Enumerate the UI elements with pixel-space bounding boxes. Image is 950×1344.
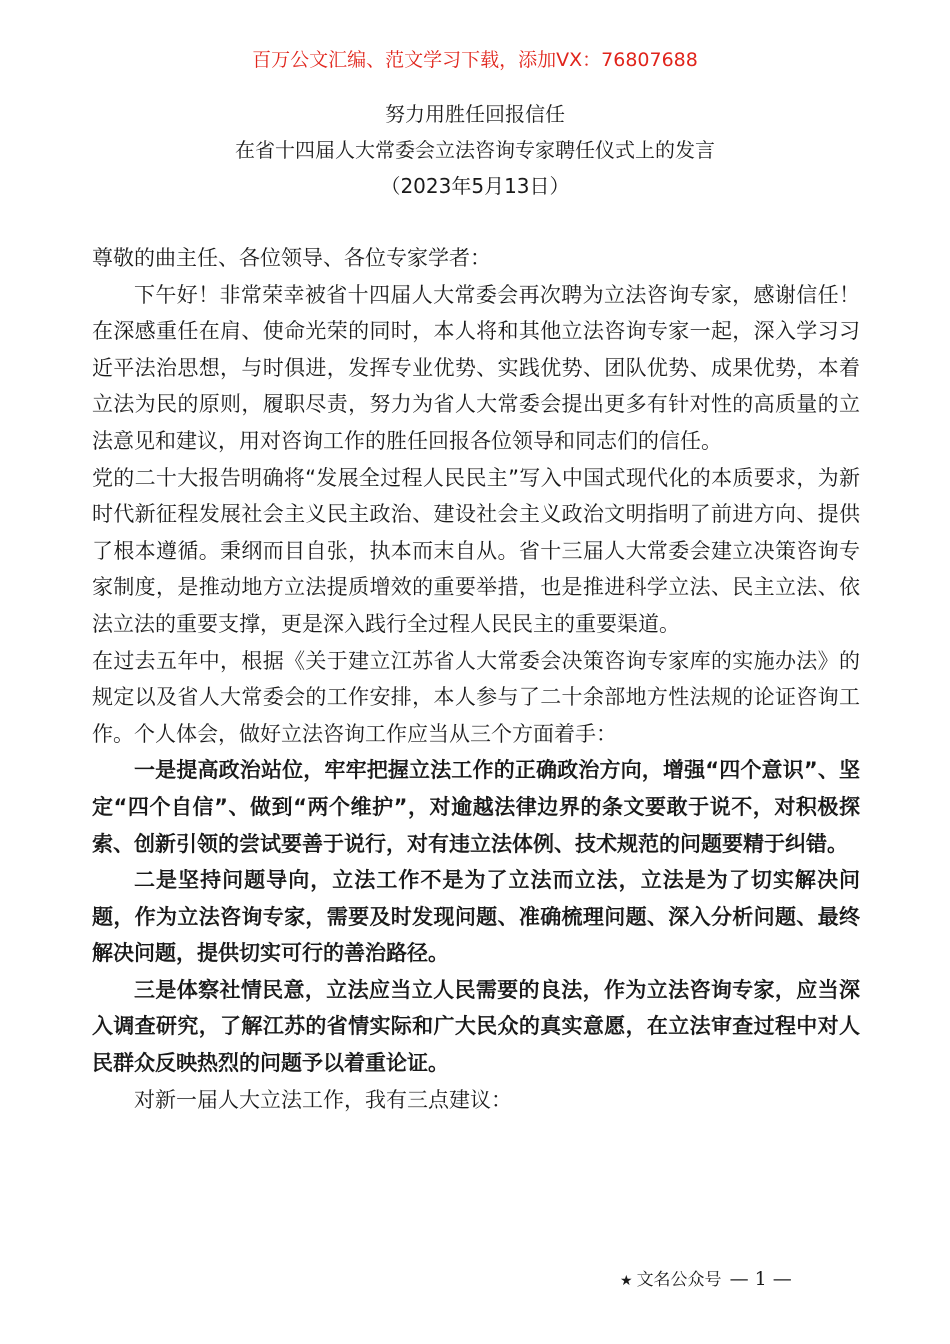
page-number: — 1 — <box>729 1268 792 1290</box>
title-block <box>0 96 950 204</box>
star-icon: ★ <box>620 1273 633 1289</box>
salutation: 尊敬的曲主任、各位领导、各位专家学者： <box>92 246 491 270</box>
document-subtitle: 在省十四届人大常委会立法咨询专家聘任仪式上的发言 <box>235 138 715 162</box>
point-one: 一是提高政治站位，牢牢把握立法工作的正确政治方向，增强“四个意识”、坚定“四个自信”、做到“两个维护”，对逾越法律边界的条文要敢于说不，对积极探索、创新引领的尝试要善于说行，对有违立法体例、技术规范的问题要精于纠错。 <box>92 758 860 856</box>
point-three: 三是体察社情民意，立法应当立人民需要的良法，作为立法咨询专家，应当深入调查研究，了解江苏的省情实际和广大民众的真实意愿，在立法审查过程中对人民群众反映热烈的问题予以着重论证。 <box>92 977 860 1076</box>
document-body <box>92 240 860 1118</box>
footer-source: 文名公众号 <box>636 1270 722 1290</box>
paragraph: 对新一届人大立法工作，我有三点建议： <box>134 1087 512 1112</box>
point-two: 二是坚持问题导向，立法工作不是为了立法而立法，立法是为了切实解决问题，作为立法咨询专家，需要及时发现问题、准确梳理问题、深入分析问题、最终解决问题，提供切实可行的善治路径。 <box>92 868 860 966</box>
paragraph: 党的二十大报告明确将“发展全过程人民民主”写入中国式现代化的本质要求，为新时代新征程发展社会主义民主政治、建设社会主义政治文明指明了前进方向、提供了根本遵循。秉纲而目自张，执本而末自从。省十三届人大常委会建立决策咨询专家制度，是推动地方立法提质增效的重要举措，也是推进科学立法、民主立法、依法立法的重要支撑，更是深入践行全过程人民民主的重要渠道。 <box>92 465 860 636</box>
page-footer <box>620 1266 792 1294</box>
paragraph: 在过去五年中，根据《关于建立江苏省人大常委会决策咨询专家库的实施办法》的规定以及省人大常委会的工作安排，本人参与了二十余部地方性法规的论证咨询工作。个人体会，做好立法咨询工作应当从三个方面着手： <box>92 648 860 746</box>
paragraph: 下午好！非常荣幸被省十四届人大常委会再次聘为立法咨询专家，感谢信任！在深感重任在肩、使命光荣的同时，本人将和其他立法咨询专家一起，深入学习习近平法治思想，与时俱进，发挥专业优势、实践优势、团队优势、成果优势，本着立法为民的原则，履职尽责，努力为省人大常委会提出更多有针对性的高质量的立法意见和建议，用对咨询工作的胜任回报各位领导和同志们的信任。 <box>92 282 860 453</box>
watermark-banner: 百万公文汇编、范文学习下载，添加VX：76807688 <box>252 49 698 71</box>
document-title: 努力用胜任回报信任 <box>385 102 565 126</box>
document-date: （2023年5月13日） <box>380 174 570 198</box>
